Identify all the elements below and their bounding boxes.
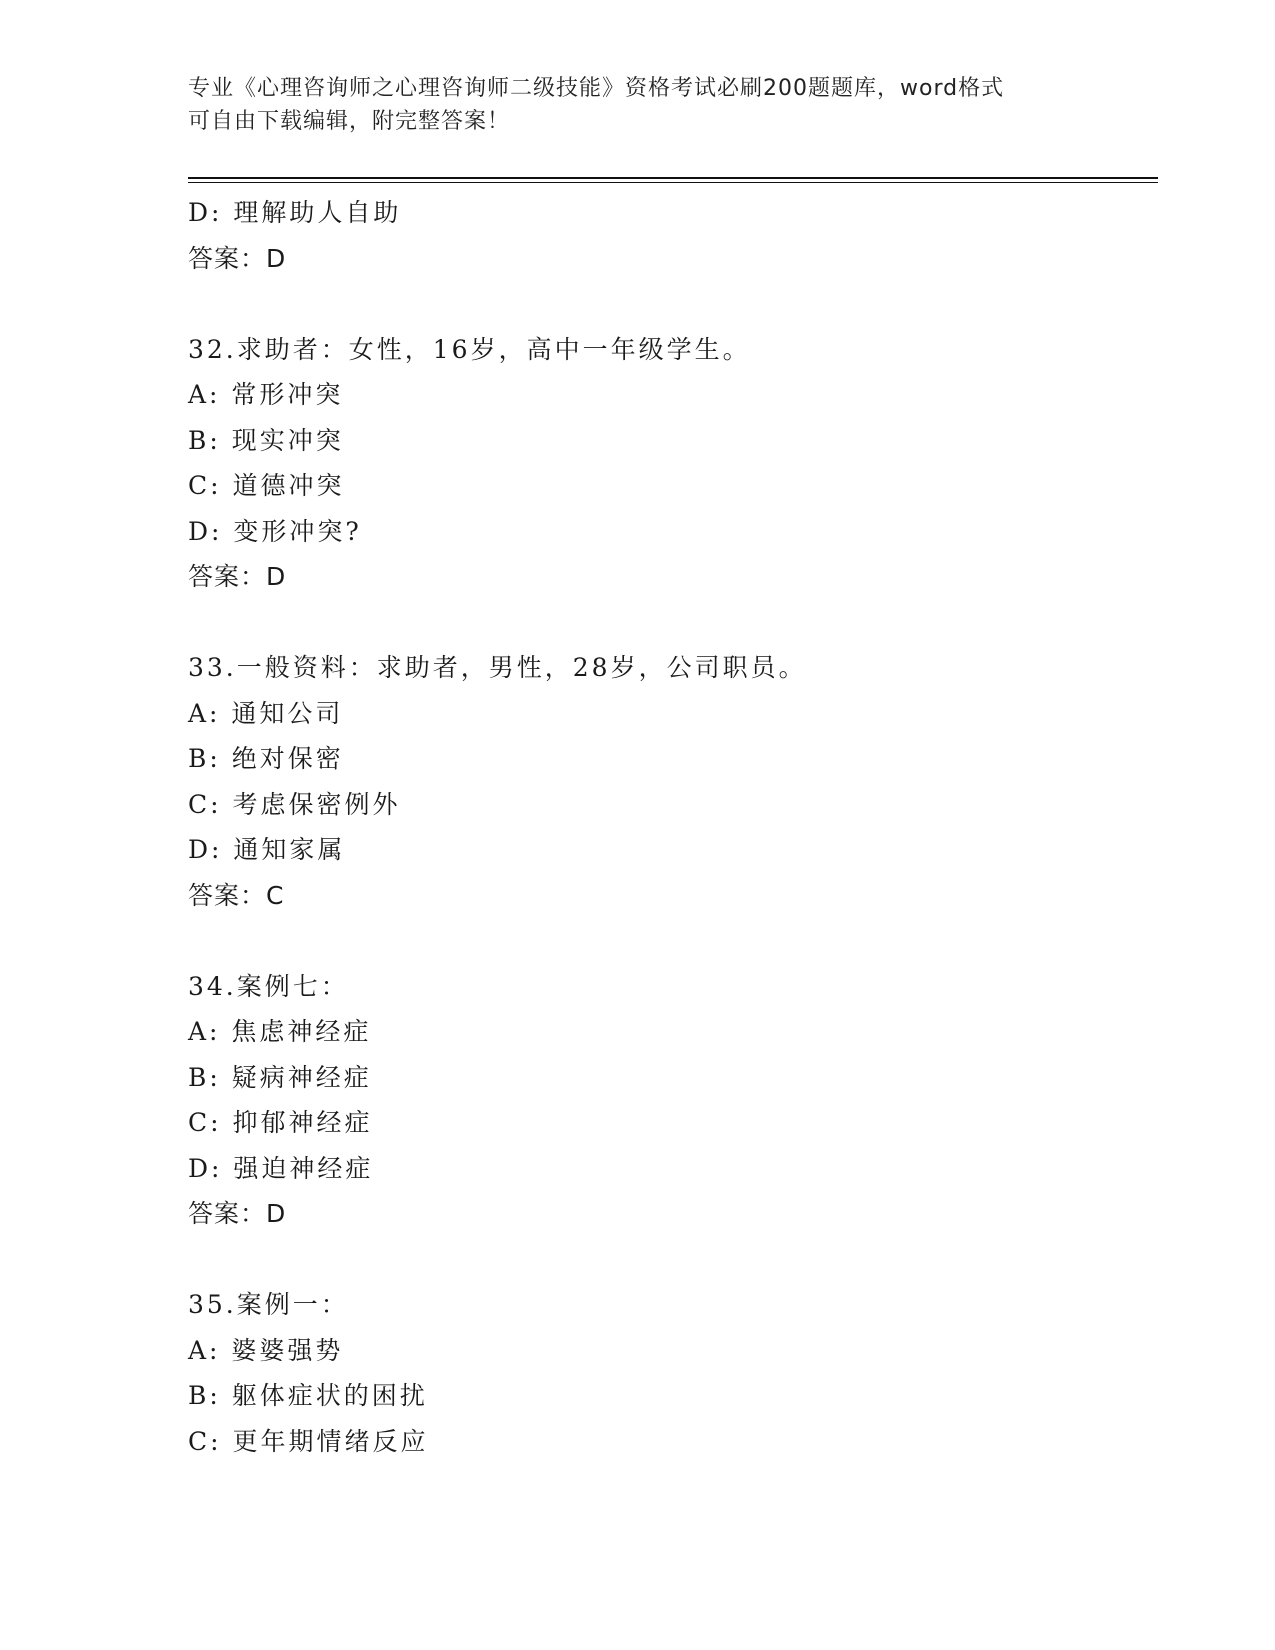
option-b: B: 绝对保密 — [188, 744, 344, 773]
answer-line: 答案：D — [188, 562, 287, 591]
spacer — [188, 600, 1148, 646]
option-d: D: 通知家属 — [188, 835, 346, 864]
question-block — [188, 645, 1148, 918]
answer-line: 答案：D — [188, 1199, 287, 1228]
spacer — [188, 918, 1148, 964]
option-d: D: 理解助人自助 — [188, 198, 402, 227]
question-stem: 33.一般资料：求助者，男性，28岁，公司职员。 — [188, 653, 807, 682]
option-a: A: 焦虑神经症 — [188, 1017, 372, 1046]
option-d: D: 变形冲突? — [188, 516, 362, 546]
answer-line: 答案：C — [188, 880, 285, 910]
option-c: C: 道德冲突 — [188, 471, 345, 500]
option-c: C: 更年期情绪反应 — [188, 1426, 429, 1456]
answer-line: 答案：D — [188, 243, 287, 273]
option-c: C: 考虑保密例外 — [188, 789, 401, 819]
header-divider-thin — [188, 182, 1158, 183]
option-c: C: 抑郁神经症 — [188, 1108, 373, 1137]
question-list — [188, 190, 1148, 1464]
spacer — [188, 281, 1148, 327]
question-block — [188, 964, 1148, 1237]
document-header — [188, 72, 1088, 138]
option-a: A: 常形冲突 — [188, 380, 344, 409]
question-block — [188, 327, 1148, 600]
option-a: A: 婆婆强势 — [188, 1335, 344, 1365]
question-stem: 35.案例一： — [188, 1290, 349, 1319]
option-a: A: 通知公司 — [188, 698, 344, 728]
header-divider — [188, 177, 1158, 179]
question-block — [188, 1282, 1148, 1464]
option-b: B: 疑病神经症 — [188, 1062, 372, 1092]
header-title-line-1: 专业《心理咨询师之心理咨询师二级技能》资格考试必刷200题题库，word格式 — [188, 76, 1005, 101]
option-b: B: 现实冲突 — [188, 425, 344, 455]
question-stem: 34.案例七： — [188, 971, 349, 1001]
question-stem: 32.求助者：女性，16岁，高中一年级学生。 — [188, 334, 751, 364]
option-b: B: 躯体症状的困扰 — [188, 1381, 428, 1410]
option-d: D: 强迫神经症 — [188, 1153, 374, 1183]
spacer — [188, 1237, 1148, 1283]
header-title-line-2: 可自由下载编辑，附完整答案！ — [188, 109, 511, 134]
